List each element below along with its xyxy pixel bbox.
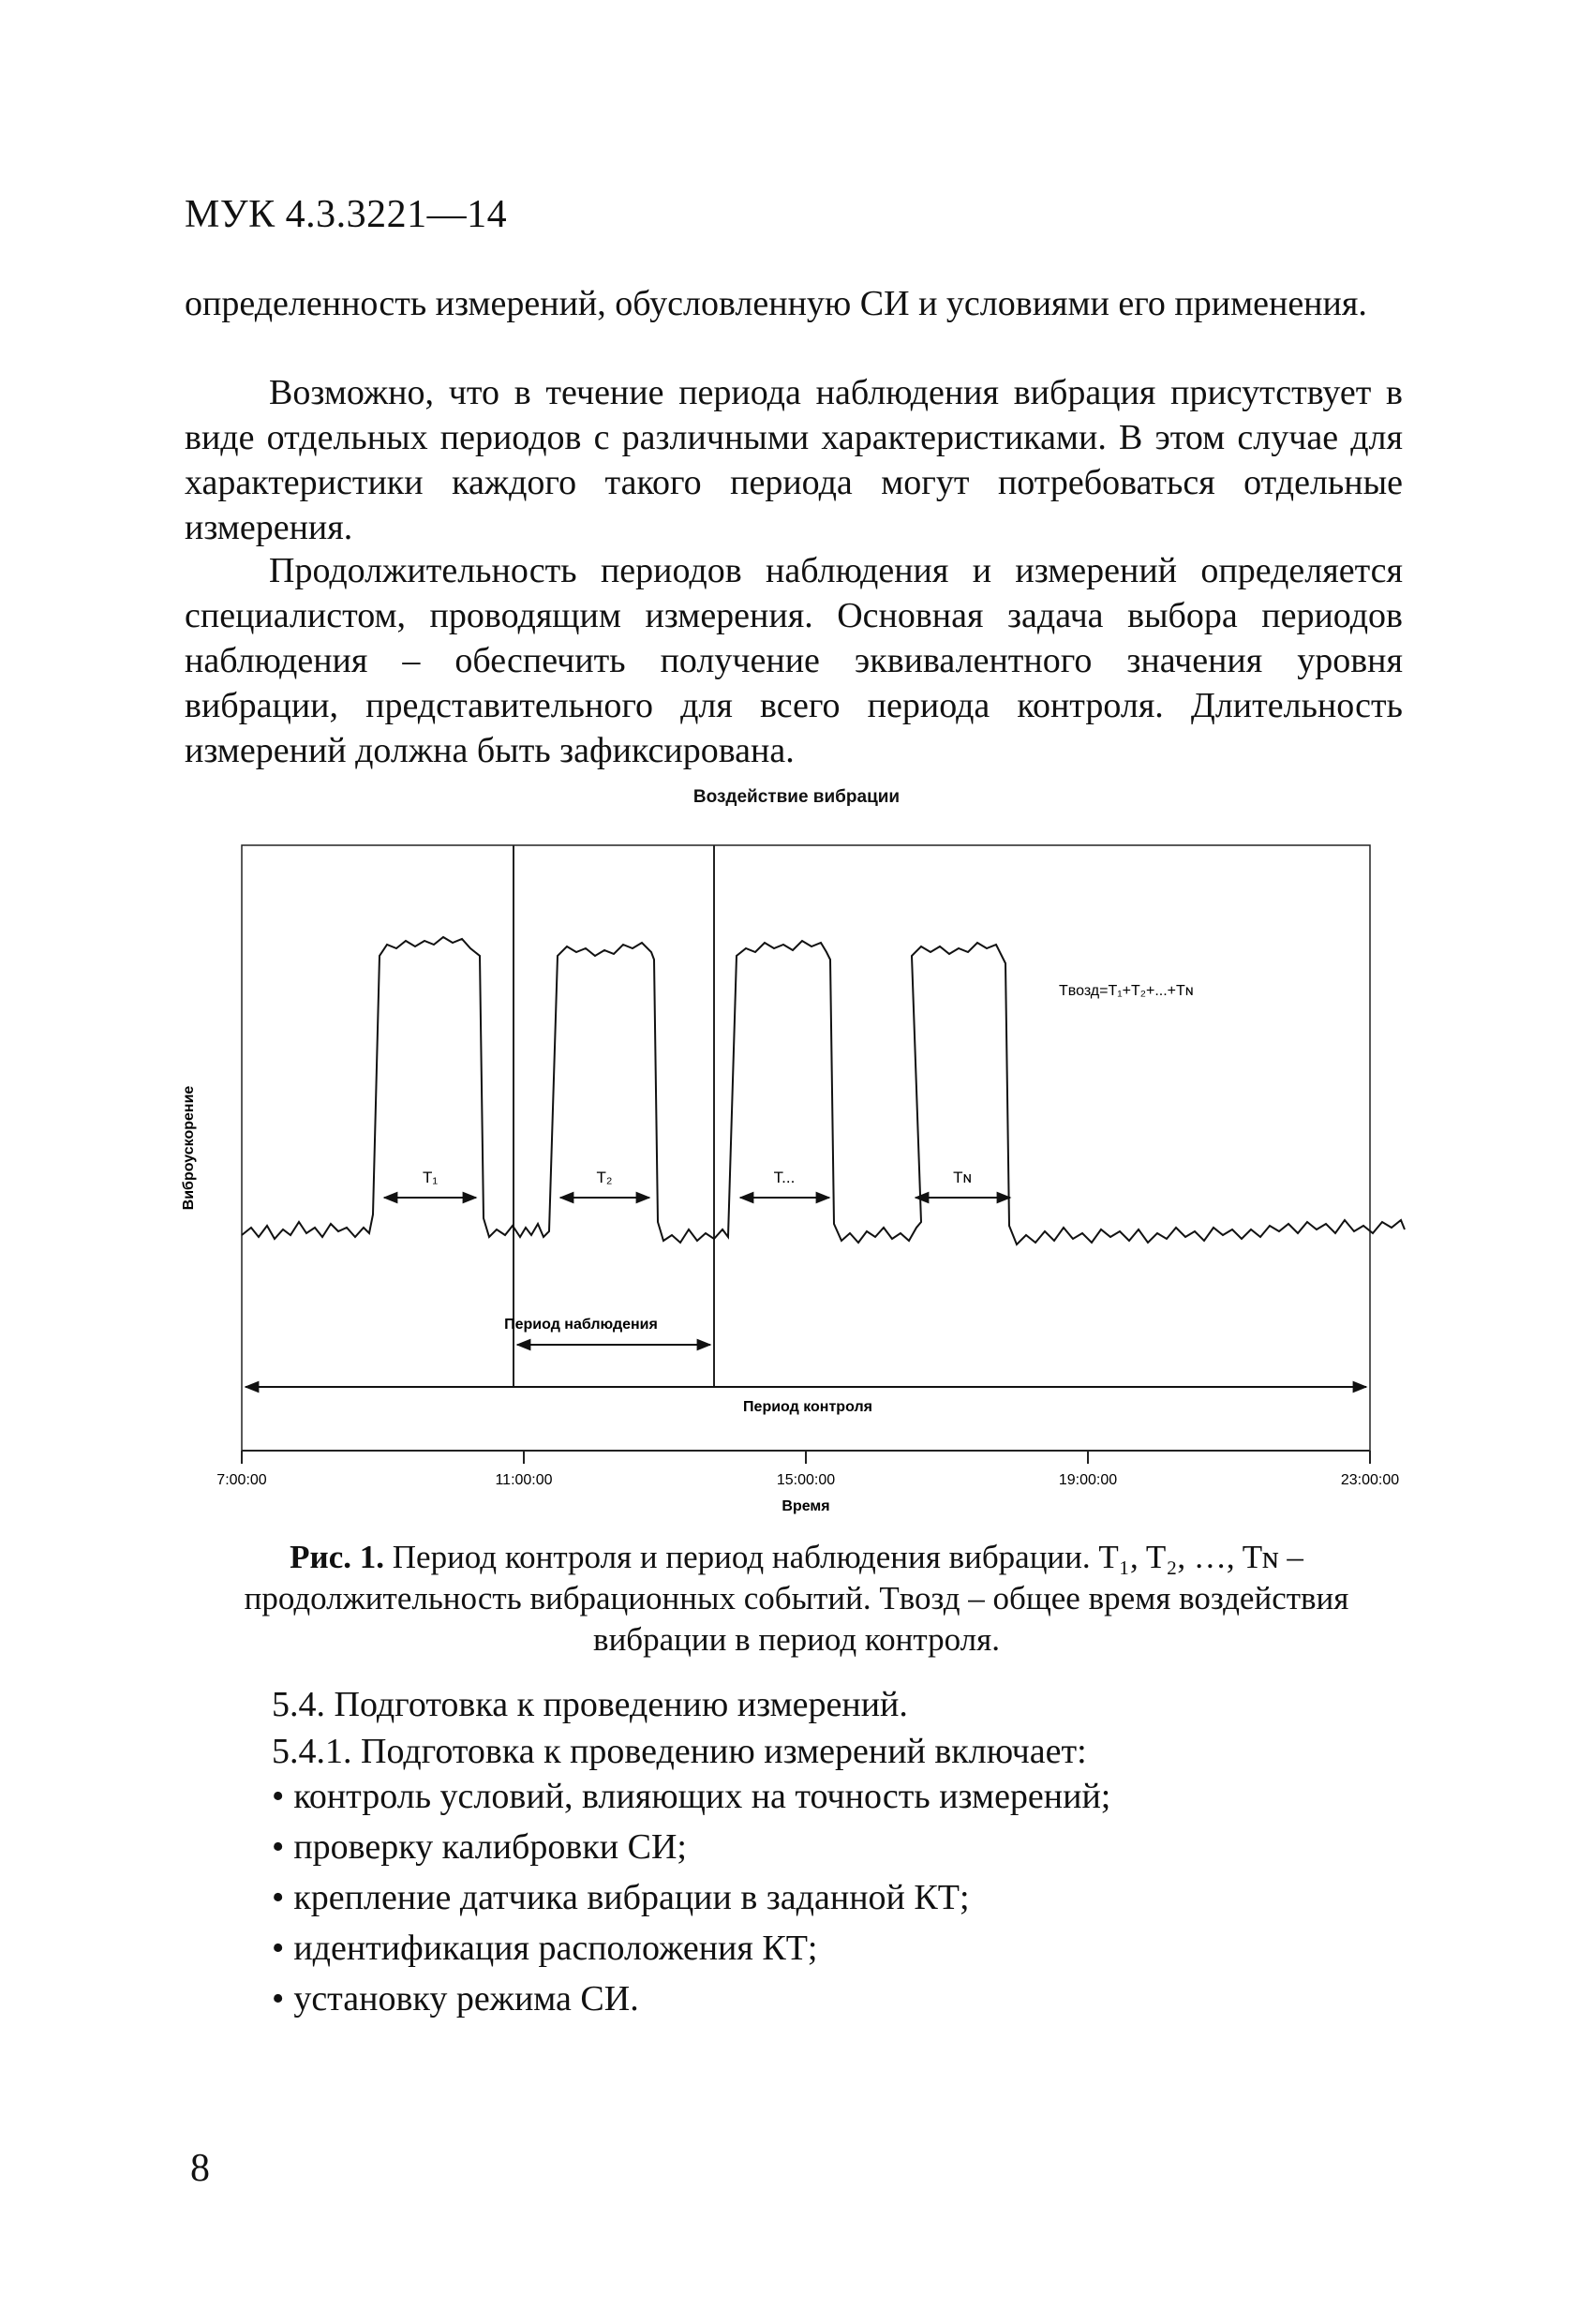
caption-text: Период контроля и период наблюдения вибрации. T₁, T₂, …, Tɴ – продолжительность вибрационных событий. Tвозд – общее время воздействия вибрации в период контроля. — [244, 1539, 1349, 1658]
x-axis-label: Время — [782, 1498, 830, 1514]
section-5-4-1: 5.4.1. Подготовка к проведению измерений включает: — [272, 1732, 1087, 1771]
x-tick-label-2: 11:00:00 — [495, 1472, 553, 1488]
observation-period-label: Период наблюдения — [504, 1317, 658, 1333]
control-period-label: Период контроля — [743, 1399, 872, 1415]
event-label-1: T₁ — [422, 1169, 439, 1186]
paragraph-1: определенность измерений, обусловленную СИ и условиями его применения. — [185, 284, 1367, 323]
list-item: • проверку калибровки СИ; — [272, 1822, 1110, 1872]
x-tick-label-3: 15:00:00 — [776, 1472, 836, 1488]
plot-frame — [242, 845, 1370, 1451]
list-item: • установку режима СИ. — [272, 1974, 1110, 2024]
x-tick-label-4: 19:00:00 — [1058, 1472, 1118, 1488]
figure-caption — [206, 1537, 1387, 1661]
list-item: • идентификация расположения КТ; — [272, 1923, 1110, 1974]
section-5-4: 5.4. Подготовка к проведению измерений. — [272, 1685, 908, 1724]
paragraph-2: Возможно, что в течение периода наблюдения вибрация присутствует в виде отдельных периодов с различными характеристиками. В этом случае для характеристики каждого такого периода могут потребоваться отдельные измерения. — [185, 373, 1403, 547]
list-item: • крепление датчика вибрации в заданной КТ; — [272, 1872, 1110, 1923]
preparation-list — [272, 1771, 1110, 2024]
event-label-2: T₂ — [596, 1169, 613, 1186]
formula-label: Tвозд=T₁+T₂+...+Tɴ — [1059, 983, 1194, 999]
y-axis-label: Виброускорение — [181, 1085, 197, 1211]
x-axis-ticks — [242, 1451, 1370, 1464]
list-item: • контроль условий, влияющих на точность измерений; — [272, 1771, 1110, 1822]
document-code: МУК 4.3.3221—14 — [185, 193, 508, 236]
figure-title: Воздействие вибрации — [692, 787, 901, 807]
event-label-4: Tɴ — [953, 1169, 972, 1186]
x-tick-label-5: 23:00:00 — [1340, 1472, 1400, 1488]
event-label-3: T... — [773, 1169, 796, 1186]
paragraph-3: Продолжительность периодов наблюдения и измерений определяется специалистом, проводящим измерения. Основная задача выбора периодов наблюдения – обеспечить получение эквивалентного значения уровня вибрации, представительного для всего периода контроля. Длительность измерений должна быть зафиксирована. — [185, 551, 1403, 770]
x-tick-label-1: 7:00:00 — [216, 1472, 267, 1488]
caption-label: Рис. 1. — [290, 1539, 385, 1575]
page-number: 8 — [190, 2147, 210, 2190]
